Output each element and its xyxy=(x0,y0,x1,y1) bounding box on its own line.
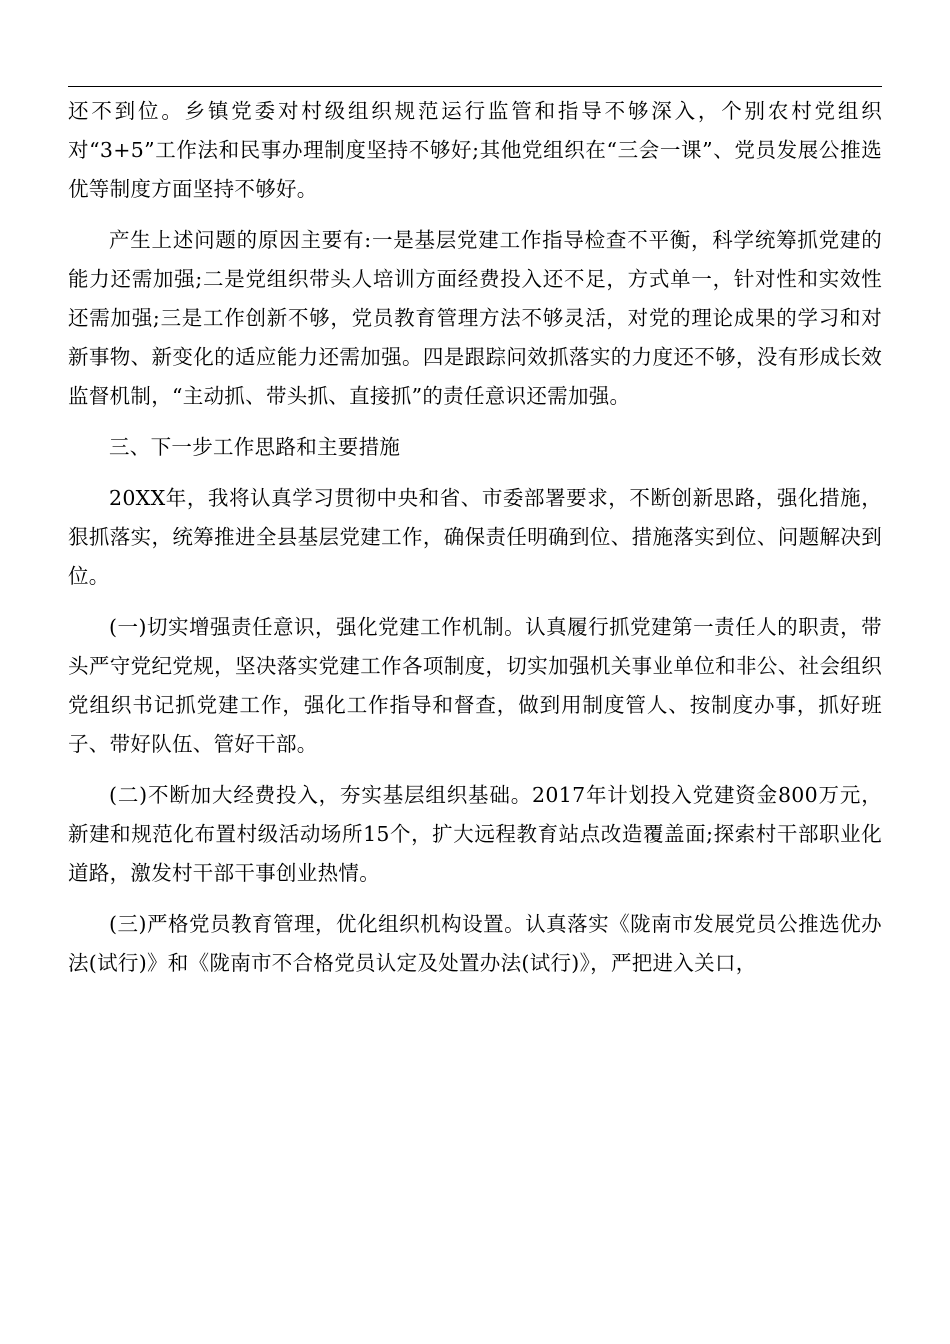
paragraph-measure-1: (一)切实增强责任意识，强化党建工作机制。认真履行抓党建第一责任人的职责，带头严守党纪党规，坚决落实党建工作各项制度，切实加强机关事业单位和非公、社会组织党组织书记抓党建工作，强化工作指导和督查，做到用制度管人、按制度办事，抓好班子、带好队伍、管好干部。 xyxy=(68,615,882,756)
paragraph-plan: 20XX年，我将认真学习贯彻中央和省、市委部署要求，不断创新思路，强化措施，狠抓落实，统筹推进全县基层党建工作，确保责任明确到位、措施落实到位、问题解决到位。 xyxy=(68,486,882,588)
document-body xyxy=(68,92,882,995)
header-rule xyxy=(68,86,882,87)
paragraph-measure-3: (三)严格党员教育管理，优化组织机构设置。认真落实《陇南市发展党员公推选优办法(试行)》和《陇南市不合格党员认定及处置办法(试行)》，严把进入关口， xyxy=(68,912,882,975)
paragraph-measure-2: (二)不断加大经费投入，夯实基层组织基础。2017年计划投入党建资金800万元，新建和规范化布置村级活动场所15个，扩大远程教育站点改造覆盖面;探索村干部职业化道路，激发村干部干事创业热情。 xyxy=(68,783,882,885)
paragraph-causes: 产生上述问题的原因主要有:一是基层党建工作指导检查不平衡，科学统筹抓党建的能力还需加强;二是党组织带头人培训方面经费投入还不足，方式单一，针对性和实效性还需加强;三是工作创新不够，党员教育管理方法不够灵活，对党的理论成果的学习和对新事物、新变化的适应能力还需加强。四是跟踪问效抓落实的力度还不够，没有形成长效监督机制，“主动抓、带头抓、直接抓”的责任意识还需加强。 xyxy=(68,228,882,408)
paragraph-continuation: 还不到位。乡镇党委对村级组织规范运行监管和指导不够深入，个别农村党组织对“3+5”工作法和民事办理制度坚持不够好;其他党组织在“三会一课”、党员发展公推选优等制度方面坚持不够好。 xyxy=(68,99,882,201)
section-heading: 三、下一步工作思路和主要措施 xyxy=(109,435,401,459)
